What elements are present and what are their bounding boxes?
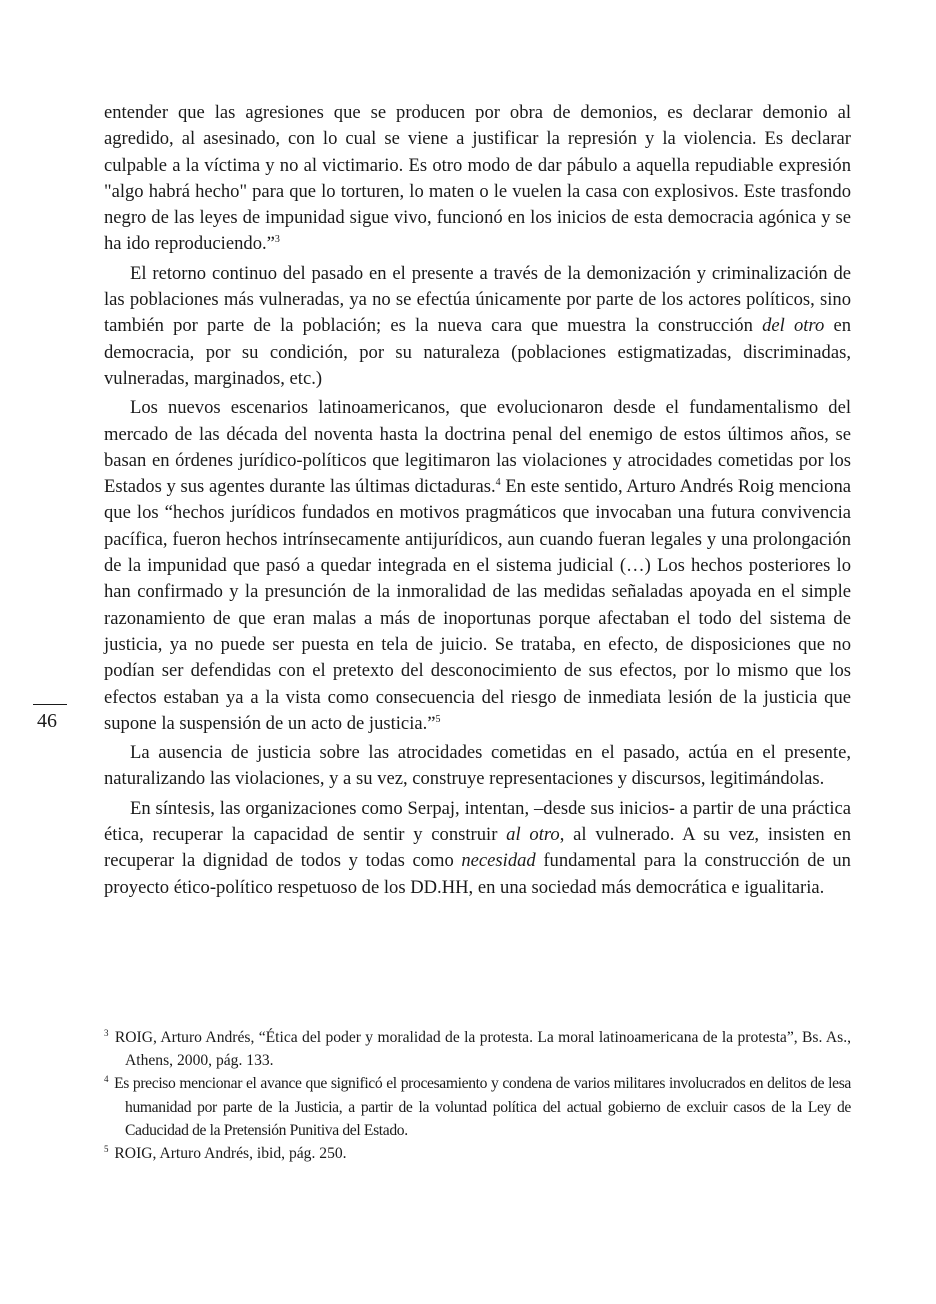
paragraph bbox=[104, 796, 851, 901]
footnote-reference: 5 bbox=[435, 713, 441, 725]
footnote-mark: 4 bbox=[104, 1074, 109, 1085]
text-run: La ausencia de justicia sobre las atrocidades cometidas en el pasado, actúa en el presente, naturalizando las violaciones, y a su vez, construye representaciones y discursos, legitimándolas. bbox=[104, 742, 851, 790]
text-run: En síntesis, las organizaciones como Serpaj, intentan, –desde sus inicios- a partir de una práctica ética, recuperar la capacidad de sentir y construir bbox=[104, 797, 851, 846]
paragraph bbox=[104, 395, 851, 737]
footnote bbox=[104, 1142, 851, 1165]
footnote-reference: 4 bbox=[495, 477, 501, 489]
text-run: entender que las agresiones que se producen por obra de demonios, es declarar demonio al agredido, al asesinado, con lo cual se viene a justificar la represión y la violencia. Es declarar culpable a la víctima y no al victimario. Es otro modo de dar pábulo a aquella repudiable expresión "algo habrá hecho" para que lo torturen, lo maten o le vuelen la casa con explosivos. Este trasfondo negro de las leyes de impunidad sigue vivo, funcionó en los inicios de esta democracia agónica y se ha ido reproduciendo.” bbox=[104, 102, 851, 255]
paragraph bbox=[104, 261, 851, 392]
footnote-mark: 5 bbox=[104, 1144, 109, 1155]
text-run: El retorno continuo del pasado en el presente a través de la demonización y criminalización de las poblaciones más vulneradas, ya no se efectúa únicamente por parte de los actores políticos, sino también por parte de la población; es la nueva cara que muestra la construcción bbox=[104, 262, 851, 337]
paragraph bbox=[104, 740, 851, 793]
footnote-mark: 3 bbox=[104, 1028, 109, 1038]
text-run: en democracia, por su condición, por su naturaleza (poblaciones estigmatizadas, discriminadas, vulneradas, marginados, etc.) bbox=[104, 315, 852, 389]
text-run: En este sentido, Arturo Andrés Roig menciona que los “hechos jurídicos fundados en motivos pragmáticos que invocaban una futura convivencia pacífica, fueron hechos intrínsecamente antijurídicos, aun cuando fueran legales y una prolongación de la impunidad que pasó a quedar integrada en el sistema judicial (…) Los hechos posteriores lo han confirmado y la presunción de la inmoralidad de las medidas señaladas apoyada en el simple razonamiento de que eran malas a más de inoportunas porque afectaban el todo del sistema de justicia, ya no puede ser puesta en tela de juicio. Se trataba, en efecto, de disposiciones que no podían ser defendidas con el pretexto del desconocimiento de sus efectos, por lo mismo que los efectos estaban ya a la vista como consecuencia del riesgo de inmediata lesión de la justicia que supone la suspensión de un acto de justicia.” bbox=[104, 476, 851, 734]
emphasis-text: al otro bbox=[506, 824, 560, 846]
text-run: Los nuevos escenarios latinoamericanos, que evolucionaron desde el fundamentalismo del mercado de las década del noventa hasta la doctrina penal del enemigo de estos últimos años, se basan en órdenes jurídico-políticos que legitimaron las violaciones y atrocidades cometidas por los Estados y sus agentes durante las últimas dictaduras. bbox=[104, 397, 851, 498]
footnote bbox=[104, 1072, 851, 1142]
page-number-rule bbox=[33, 704, 67, 705]
text-run: , al vulnerado. A su vez, insisten en recuperar la dignidad de todos y todas como bbox=[104, 824, 851, 872]
page-number: 46 bbox=[37, 710, 57, 732]
footnote-reference: 3 bbox=[274, 234, 280, 246]
emphasis-text: necesidad bbox=[461, 850, 536, 872]
paragraph bbox=[104, 100, 851, 258]
footnote-text: ROIG, Arturo Andrés, ibid, pág. 250. bbox=[114, 1145, 347, 1163]
footnote-text: ROIG, Arturo Andrés, “Ética del poder y moralidad de la protesta. La moral latinoamericana de la protesta”, Bs. As., Athens, 2000, pág. 133. bbox=[114, 1029, 851, 1070]
footnotes bbox=[104, 1026, 851, 1165]
footnote bbox=[104, 1026, 851, 1072]
footnote-text: Es preciso mencionar el avance que significó el procesamiento y condena de varios militares involucrados en delitos de lesa humanidad por parte de la Justicia, a partir de la voluntad política del actual gobierno de excluir casos de la Ley de Caducidad de la Pretensión Punitiva del Estado. bbox=[114, 1075, 851, 1139]
body-text bbox=[104, 100, 851, 901]
text-run: fundamental para la construcción de un proyecto ético-político respetuoso de los DD.HH, en una sociedad más democrática e igualitaria. bbox=[104, 850, 851, 898]
emphasis-text: del otro bbox=[762, 315, 825, 337]
